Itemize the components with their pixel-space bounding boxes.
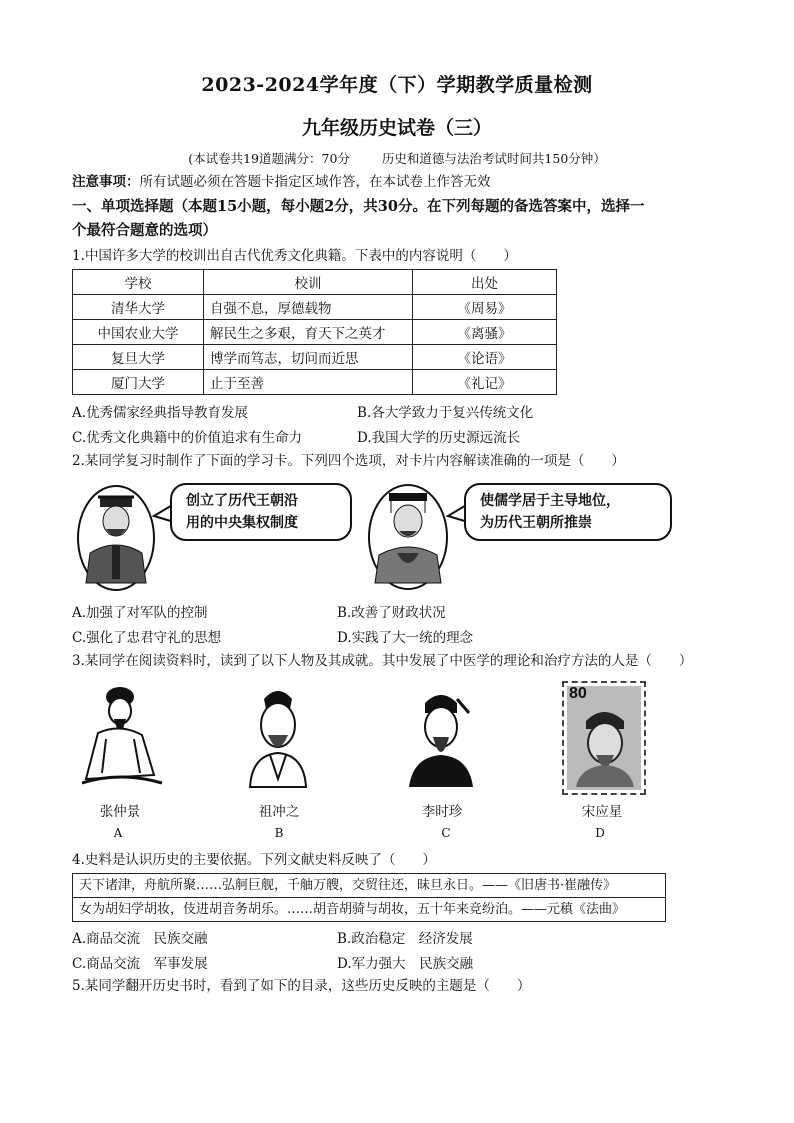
portrait-zu-chongzhi xyxy=(242,683,314,791)
table-cell: 《离骚》 xyxy=(413,320,557,345)
q2-option-b[interactable]: B.改善了财政状况 xyxy=(337,605,446,621)
exam-meta-right: 历史和道德与法治考试时间共150分钟） xyxy=(381,151,606,166)
exam-title: 2023-2024学年度（下）学期教学质量检测 xyxy=(201,74,593,96)
q2-option-c[interactable]: C.强化了忠君守礼的思想 xyxy=(72,630,222,646)
table-cell: 厦门大学 xyxy=(73,370,204,395)
q3-option-b[interactable]: B xyxy=(274,826,284,840)
q4-option-d[interactable]: D.军力强大 民族交融 xyxy=(337,956,474,972)
speech-bubble-left xyxy=(170,483,352,541)
section-heading-line2: 个最符合题意的选项） xyxy=(72,222,217,239)
portrait-zhang-zhongjing xyxy=(76,683,166,793)
bubble-right-line1: 使儒学居于主导地位， xyxy=(480,493,620,509)
section-heading-line1: 一、单项选择题（本题15小题，每小题2分，共30分。在下列每题的备选答案中，选择一 xyxy=(72,198,645,215)
table-header-motto: 校训 xyxy=(204,270,413,295)
q1-option-a[interactable]: A.优秀儒家经典指导教育发展 xyxy=(72,405,249,421)
notice-text: 所有试题必须在答题卡指定区域作答，在本试卷上作答无效 xyxy=(139,174,491,190)
question-3-stem: 3.某同学在阅读资料时，读到了以下人物及其成就。其中发展了中医学的理论和治疗方法的人是（ ） xyxy=(72,653,693,669)
question-4-stem: 4.史料是认识历史的主要依据。下列文献史料反映了（ ） xyxy=(72,852,436,868)
table-cell: 自强不息，厚德载物 xyxy=(204,295,413,320)
q1-option-d[interactable]: D.我国大学的历史源远流长 xyxy=(357,430,521,446)
table-row xyxy=(73,320,557,345)
stamp-portrait-icon xyxy=(572,699,636,787)
table-row xyxy=(73,370,557,395)
table-cell: 解民生之多艰，育天下之英才 xyxy=(204,320,413,345)
q4-option-a[interactable]: A.商品交流 民族交融 xyxy=(72,931,208,947)
table-cell: 复旦大学 xyxy=(73,345,204,370)
exam-subtitle: 九年级历史试卷（三） xyxy=(301,117,492,139)
table-cell: 博学而笃志，切问而近思 xyxy=(204,345,413,370)
emperor-portrait-left xyxy=(76,483,156,593)
source-quote-box xyxy=(72,873,666,922)
table-row xyxy=(73,295,557,320)
question-2-stem: 2.某同学复习时制作了下面的学习卡。下列四个选项，对卡片内容解读准确的一项是（ ） xyxy=(72,453,625,469)
bubble-left-line1: 创立了历代王朝沿 xyxy=(186,493,298,509)
table-header-row xyxy=(73,270,557,295)
table-row xyxy=(73,345,557,370)
q3-option-c[interactable]: C xyxy=(441,826,451,840)
person-name-b: 祖冲之 xyxy=(258,804,300,820)
question-5-stem: 5.某同学翻开历史书时，看到了如下的目录，这些历史反映的主题是（ ） xyxy=(72,978,531,994)
speech-bubble-right xyxy=(464,483,672,541)
notice xyxy=(72,172,491,192)
table-cell: 《礼记》 xyxy=(413,370,557,395)
q1-option-c[interactable]: C.优秀文化典籍中的价值追求有生命力 xyxy=(72,430,303,446)
question-1-stem: 1.中国许多大学的校训出自古代优秀文化典籍。下表中的内容说明（ ） xyxy=(72,248,517,264)
stamp-song-yingxing xyxy=(562,681,646,795)
exam-meta-left: (本试卷共19道题满分：70分 xyxy=(188,151,350,166)
table-cell: 清华大学 xyxy=(73,295,204,320)
source-quote-1: 天下诸津，舟航所聚……弘舸巨舰，千舳万艘，交贸往还，昧旦永日。——《旧唐书·崔融传》 xyxy=(79,878,617,893)
exam-meta xyxy=(0,149,794,167)
table-cell: 中国农业大学 xyxy=(73,320,204,345)
table-cell: 止于至善 xyxy=(204,370,413,395)
bubble-right-line2: 为历代王朝所推崇 xyxy=(480,515,592,531)
notice-label: 注意事项： xyxy=(72,174,140,190)
table-cell: 《论语》 xyxy=(413,345,557,370)
q4-option-c[interactable]: C.商品交流 军事发展 xyxy=(72,956,208,972)
table-header-source: 出处 xyxy=(413,270,557,295)
person-name-a: 张仲景 xyxy=(99,804,141,820)
q3-option-a[interactable]: A xyxy=(113,826,123,840)
person-name-d: 宋应星 xyxy=(581,804,623,820)
q2-option-d[interactable]: D.实践了大一统的理念 xyxy=(337,630,474,646)
motto-table xyxy=(72,269,557,395)
q1-option-b[interactable]: B.各大学致力于复兴传统文化 xyxy=(357,405,534,421)
q4-option-b[interactable]: B.政治稳定 经济发展 xyxy=(337,931,473,947)
table-cell: 《周易》 xyxy=(413,295,557,320)
q3-option-d[interactable]: D xyxy=(595,826,605,840)
portrait-li-shizhen xyxy=(405,683,477,791)
table-header-school: 学校 xyxy=(73,270,204,295)
q2-option-a[interactable]: A.加强了对军队的控制 xyxy=(72,605,208,621)
source-quote-2: 女为胡妇学胡妆，伎进胡音务胡乐。……胡音胡骑与胡妆，五十年来竞纷泊。——元稹《法曲》 xyxy=(73,897,665,921)
person-name-c: 李时珍 xyxy=(421,804,463,820)
stamp-value: 80 xyxy=(569,685,587,702)
bubble-left-line2: 用的中央集权制度 xyxy=(186,515,298,531)
emperor-portrait-right xyxy=(367,483,449,591)
